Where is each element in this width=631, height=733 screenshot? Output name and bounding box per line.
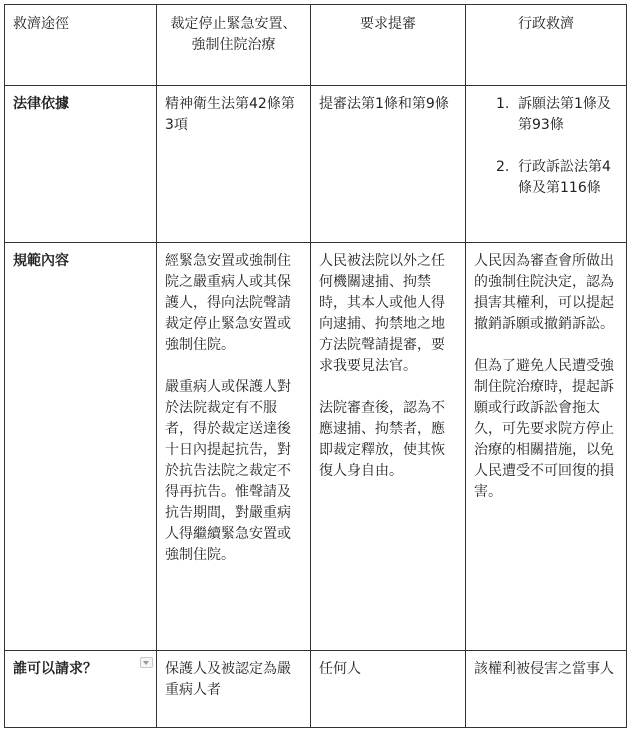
legal-basis-administrative-remedy (466, 86, 627, 243)
list-item-text: 訴願法第1條及第93條 (518, 96, 611, 133)
paragraph: 法院審查後，認為不應逮捕、拘禁者，應即裁定釋放，使其恢復人身自由。 (319, 400, 445, 479)
row-label-content: 規範內容 (5, 243, 157, 651)
who-court-ruling: 保護人及被認定為嚴重病人者 (157, 651, 311, 728)
list-item (474, 157, 618, 199)
dropdown-arrow-icon[interactable] (140, 657, 153, 668)
who-row (5, 651, 627, 728)
legal-basis-list (474, 94, 618, 199)
paragraph: 人民因為審查會所做出的強制住院決定，認為損害其權利，可以提起撤銷訴願或撤銷訴訟。 (474, 253, 614, 332)
row-label-text: 誰可以請求？ (13, 661, 97, 677)
row-label-legal-basis: 法律依據 (5, 86, 157, 243)
paragraph: 人民被法院以外之任何機關逮捕、拘禁時，其本人或他人得向逮捕、拘禁地之地方法院聲請提審，要求我要見法官。 (319, 253, 445, 374)
list-item-number: 1. (496, 96, 510, 112)
header-row (5, 5, 627, 86)
legal-basis-row (5, 86, 627, 243)
legal-basis-court-ruling: 精神衛生法第42條第3項 (157, 86, 311, 243)
row-label-who-can-request (5, 651, 157, 728)
paragraph: 但為了避免人民遭受強制住院治療時，提起訴願或行政訴訟會拖太久，可先要求院方停止治療的相關措施，以免人民遭受不可回復的損害。 (474, 358, 614, 500)
who-habeas-corpus: 任何人 (311, 651, 466, 728)
header-remedy-route: 救濟途徑 (5, 5, 157, 86)
content-court-ruling (157, 243, 311, 651)
paragraph: 嚴重病人或保護人對於法院裁定有不服者，得於裁定送達後十日內提起抗告，對於抗告法院之裁定不得再抗告。惟聲請及抗告期間，對嚴重病人得繼續緊急安置或強制住院。 (165, 379, 291, 563)
list-item-number: 2. (496, 159, 510, 175)
header-administrative-remedy: 行政救濟 (466, 5, 627, 86)
list-item-text: 行政訴訟法第4條及第116條 (518, 159, 611, 196)
content-administrative-remedy (466, 243, 627, 651)
header-court-ruling: 裁定停止緊急安置、強制住院治療 (157, 5, 311, 86)
paragraph: 經緊急安置或強制住院之嚴重病人或其保護人，得向法院聲請裁定停止緊急安置或強制住院。 (165, 253, 291, 353)
who-administrative-remedy: 該權利被侵害之當事人 (466, 651, 627, 728)
content-habeas-corpus (311, 243, 466, 651)
content-row (5, 243, 627, 651)
header-habeas-corpus: 要求提審 (311, 5, 466, 86)
legal-basis-habeas-corpus: 提審法第1條和第9條 (311, 86, 466, 243)
remedy-comparison-table (4, 4, 627, 728)
list-item (474, 94, 618, 136)
